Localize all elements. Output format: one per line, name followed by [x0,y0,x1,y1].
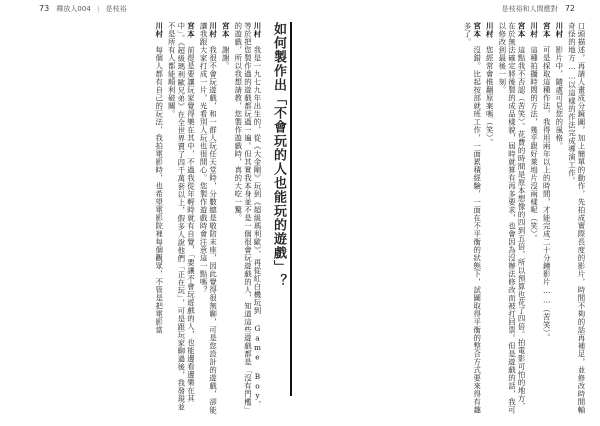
left-chapter-title: 是枝裕 [105,5,127,13]
speaker-name: 川村 [485,22,495,46]
dialogue-text: 口頭描述，再請人畫成分鏡圖，加上簡單的動作，先拍成實際長度的影片，時間不夠的話再補足，並修改時間軸奇怪的地方……以這樣的作法完成導演工作。 [567,22,586,414]
left-page [30,22,300,416]
dialogue-text: 我是一九七九年出生的，從《大金剛》玩到《超級瑪利歐》，再從紅白機玩到 Game Boy，等於把您製作過的遊戲都玩過一遍。但其實我本身並不是一個很會玩遊戲的人，知道這些遊戲都是「沒有門檻」的遊戲，所以我想請教，您製作遊戲時，真的大吃一驚。 [233,22,262,414]
speaker-name: 川村 [208,22,218,46]
dialogue-paragraph [485,22,495,416]
dialogue-text: 我很不會玩遊戲，和一群人玩任天堂時，分數總是敬陪末座，因此覺得很無聊，可是您設計的遊戲，卻能讓我跟大家打成一片，光看別人玩也很開心。您製作遊戲時會注意這一點嗎？ [199,22,218,414]
speaker-name: 宮本 [472,22,482,46]
dialogue-text: 這種拍攝時間的方法，幾乎跟好萊塢片沒兩樣呢（笑）。 [529,46,539,243]
left-page-number: 73 [39,4,50,13]
right-page-number: 72 [564,4,575,13]
section-heading: 如何製作出「不會玩的人也能玩的遊戲」？ [270,22,292,396]
dialogue-text: 影片中，隨處可見您的風格。 [554,46,564,150]
speaker-name: 川村 [529,22,539,46]
dialogue-paragraph [198,22,217,416]
dialogue-text: 這點我不否認（苦笑）。花費的時間是原本想像的四到五倍，所以預算也花了四倍。拍電影可怕的地方，在於無法確定將後製的成品樣貌，屆時就算有再多要求，也會因為沒辦法修改而被打回票。但是遊戲的話，我可以修改到最後一刻。 [497,22,527,414]
dialogue-text: 可是採取這種作法，我得用兩年以上的時間，才能完成二十分鐘影片……（苦笑）。 [542,46,552,342]
right-chapter-title: 是枝裕和人間應對 [501,5,558,13]
header-separator: | [97,5,100,13]
dialogue-paragraph [233,22,262,416]
dialogue-text: 謝謝。 [221,46,231,70]
dialogue-paragraph [497,22,526,416]
dialogue-text: 每個人都有自己的玩法，我拍電影時，也希望電影院裡每個觀眾，不管是把電影當 [154,46,164,334]
right-page [331,22,586,416]
speaker-name: 川村 [554,22,564,46]
dialogue-paragraph [542,22,552,416]
dialogue-paragraph [167,22,196,416]
dialogue-paragraph [554,22,564,416]
speaker-name: 川村 [154,22,164,46]
dialogue-text: 沒錯。比起按部就班工作，一面累積經驗，一面在不平衡的狀態下，試圖取得平衡的整合方式要來得有趣多了。 [463,22,482,414]
speaker-name: 宮本 [221,22,231,46]
speaker-name: 宮本 [542,22,552,46]
speaker-name: 宮本 [517,22,527,46]
dialogue-paragraph [221,22,231,416]
speaker-name: 川村 [253,22,262,46]
dialogue-paragraph [529,22,539,416]
dialogue-paragraph [154,22,164,416]
left-page-header [34,4,127,14]
dialogue-paragraph [462,22,481,416]
left-book-title: 釋放人004 [56,5,91,13]
book-spread [30,22,586,416]
speaker-name: 宮本 [186,22,196,46]
dialogue-text: 您經常會推翻原案嗎（笑）。 [485,46,495,147]
dialogue-paragraph [567,22,586,416]
dialogue-text: 前提是要讓玩家覺得樂在其中，不過我從年輕時就有自覺，「要讓不會玩遊戲的人，也能邊看邊樂在其中」。《超級瑪利歐兄弟》在全世界賣了四千萬套以上，假多人說他們「正在玩」，可是跟玩家聊過後，我發現並不是所有人都能順利破關。 [167,22,196,411]
right-page-header [502,4,580,14]
